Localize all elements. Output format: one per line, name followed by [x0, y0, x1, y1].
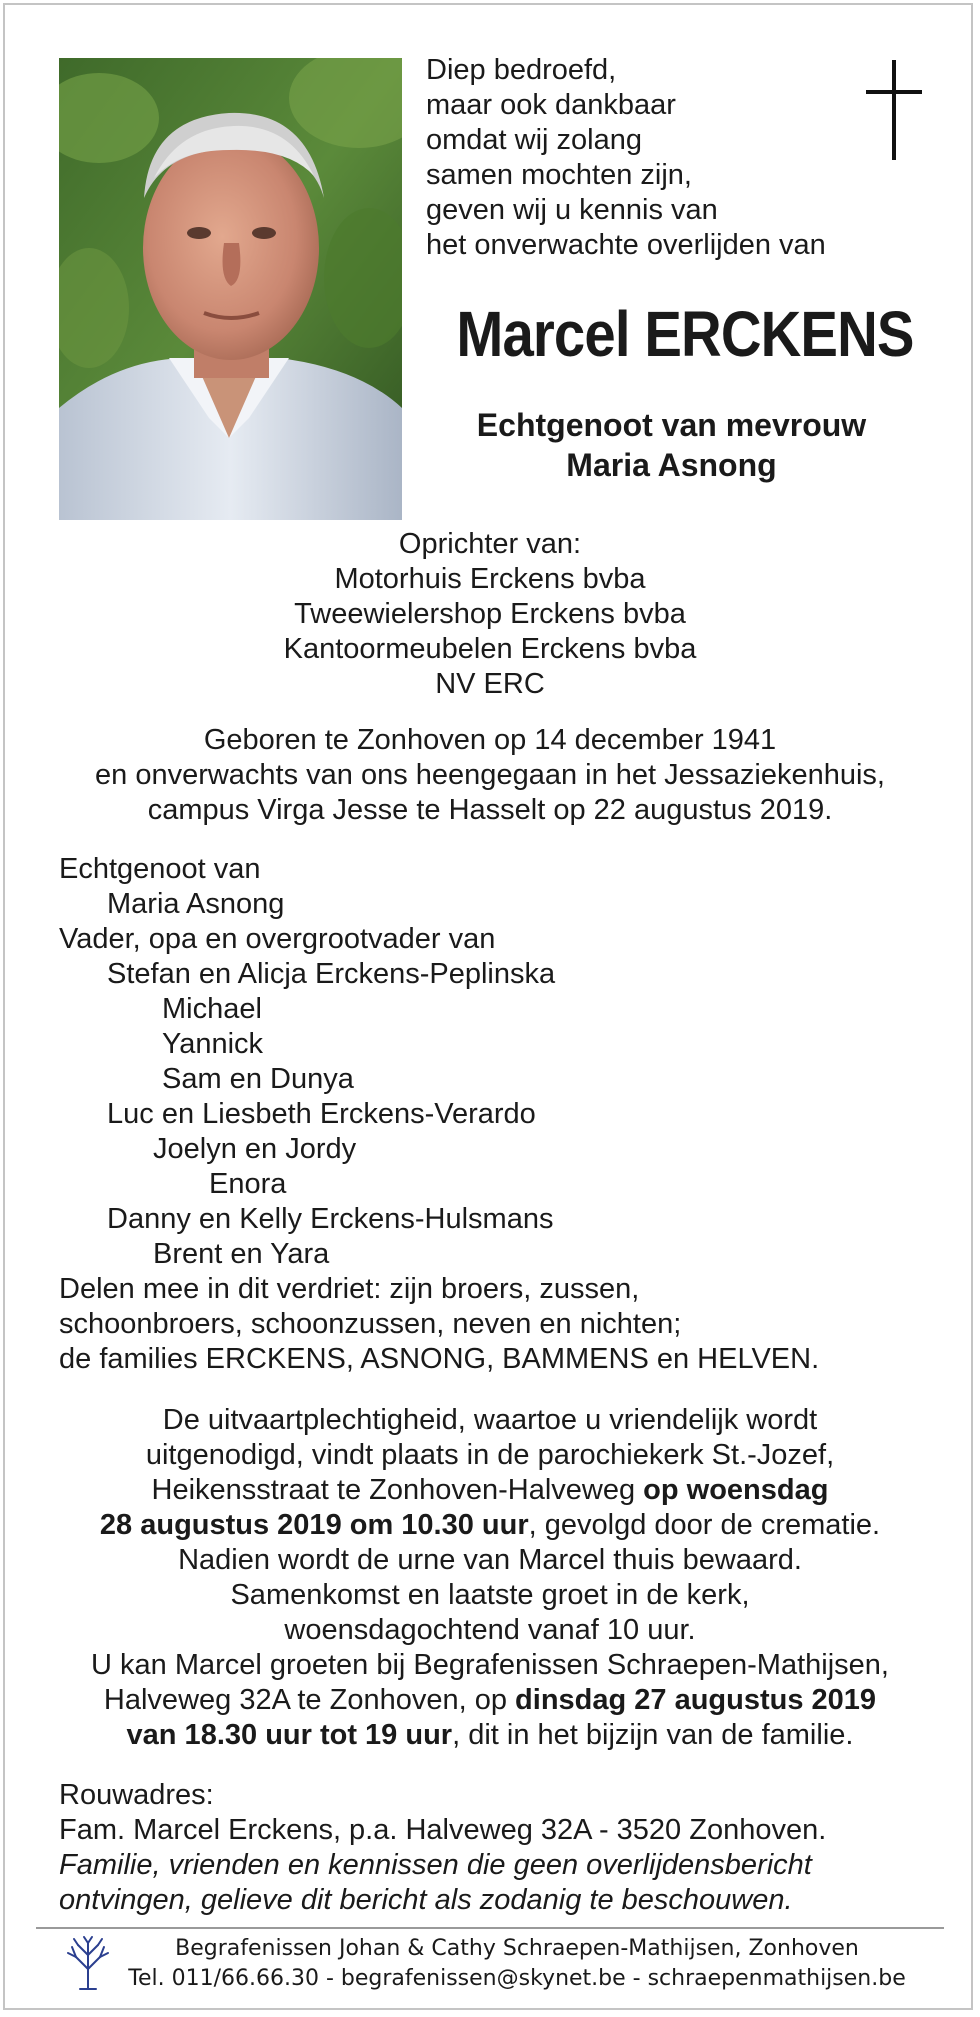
funeral-line: U kan Marcel groeten bij Begrafenissen Schraepen-Mathijsen, [91, 1649, 889, 1681]
footer-line: Begrafenissen Johan & Cathy Schraepen-Mathijsen, Zonhoven [175, 1936, 859, 1961]
founder-block [0, 527, 980, 702]
family-line: Danny en Kelly Erckens-Hulsmans [107, 1203, 554, 1235]
founder-line: NV ERC [435, 668, 545, 700]
funeral-text: , gevolgd door de crematie. [528, 1509, 881, 1541]
funeral-text: , dit in het bijzijn van de familie. [452, 1719, 854, 1751]
family-line: Yannick [162, 1028, 264, 1060]
deceased-name: Marcel ERCKENS [456, 298, 914, 370]
family-line: Maria Asnong [107, 888, 285, 920]
funeral-line: woensdagochtend vanaf 10 uur. [284, 1614, 696, 1646]
footer-divider [36, 1927, 944, 1929]
family-line: Michael [162, 993, 262, 1025]
funeral-text: Halveweg 32A te Zonhoven, op [103, 1684, 516, 1716]
portrait-photo [59, 58, 402, 520]
funeral-line: uitgenodigd, vindt plaats in de parochiekerk St.-Jozef, [145, 1439, 835, 1471]
intro-line: omdat wij zolang [426, 124, 642, 156]
birth-line: campus Virga Jesse te Hasselt op 22 augustus 2019. [147, 794, 833, 826]
funeral-line: Nadien wordt de urne van Marcel thuis bewaard. [178, 1544, 802, 1576]
founder-line: Kantoormeubelen Erckens bvba [283, 633, 697, 665]
birth-block [0, 723, 980, 828]
family-line: Echtgenoot van [59, 853, 261, 885]
address-label: Rouwadres: [59, 1779, 214, 1811]
visitation-time-emphasis: van 18.30 uur tot 19 uur [126, 1719, 453, 1751]
family-line: Vader, opa en overgrootvader van [59, 923, 496, 955]
footer-line: Tel. 011/66.66.30 - begrafenissen@skynet.be - schraepenmathijsen.be [128, 1966, 906, 1991]
founder-line: Tweewielershop Erckens bvba [294, 598, 686, 630]
intro-line: samen mochten zijn, [426, 159, 692, 191]
birth-line: Geboren te Zonhoven op 14 december 1941 [203, 724, 777, 756]
funeral-block [0, 1403, 980, 1753]
funeral-line [0, 1683, 980, 1718]
funeral-text: Heikensstraat te Zonhoven-Halveweg [151, 1474, 644, 1506]
family-line: Joelyn en Jordy [153, 1133, 357, 1165]
portrait-image [59, 58, 402, 520]
spouse-line: Maria Asnong [566, 447, 777, 483]
tree-icon [64, 1935, 112, 1991]
founder-line: Oprichter van: [398, 528, 582, 560]
address-line: Fam. Marcel Erckens, p.a. Halveweg 32A - 3520 Zonhoven. [59, 1814, 827, 1846]
funeral-line [0, 1718, 980, 1753]
funeral-home-footer [127, 1934, 907, 1994]
intro-text [426, 53, 826, 263]
spouse-heading [400, 405, 943, 485]
funeral-date-emphasis: op woensdag [643, 1474, 829, 1506]
funeral-line: Samenkomst en laatste groet in de kerk, [230, 1579, 750, 1611]
address-note: Familie, vrienden en kennissen die geen overlijdensbericht [59, 1849, 812, 1881]
family-line: Brent en Yara [153, 1238, 330, 1270]
spouse-line: Echtgenoot van mevrouw [476, 407, 867, 443]
latin-cross-icon [866, 60, 922, 160]
family-line: schoonbroers, schoonzussen, neven en nichten; [59, 1308, 682, 1340]
family-line: de families ERCKENS, ASNONG, BAMMENS en HELVEN. [59, 1343, 820, 1375]
visitation-date-emphasis: dinsdag 27 augustus 2019 [515, 1684, 877, 1716]
family-line: Sam en Dunya [162, 1063, 354, 1095]
funeral-date-emphasis: 28 augustus 2019 om 10.30 uur [99, 1509, 529, 1541]
family-line: Luc en Liesbeth Erckens-Verardo [107, 1098, 536, 1130]
family-line: Delen mee in dit verdriet: zijn broers, zussen, [59, 1273, 640, 1305]
family-line: Stefan en Alicja Erckens-Peplinska [107, 958, 556, 990]
funeral-line [0, 1473, 980, 1508]
founder-line: Motorhuis Erckens bvba [334, 563, 646, 595]
mourning-address [59, 1778, 826, 1918]
address-note: ontvingen, gelieve dit bericht als zodanig te beschouwen. [59, 1884, 793, 1916]
intro-line: Diep bedroefd, [426, 54, 617, 86]
birth-line: en onverwachts van ons heengegaan in het Jessaziekenhuis, [95, 759, 885, 791]
family-line: Enora [209, 1168, 287, 1200]
funeral-line: De uitvaartplechtigheid, waartoe u vriendelijk wordt [162, 1404, 818, 1436]
intro-line: het onverwachte overlijden van [426, 229, 826, 261]
family-list [59, 852, 819, 1377]
intro-line: geven wij u kennis van [426, 194, 718, 226]
intro-line: maar ook dankbaar [426, 89, 676, 121]
funeral-line [0, 1508, 980, 1543]
